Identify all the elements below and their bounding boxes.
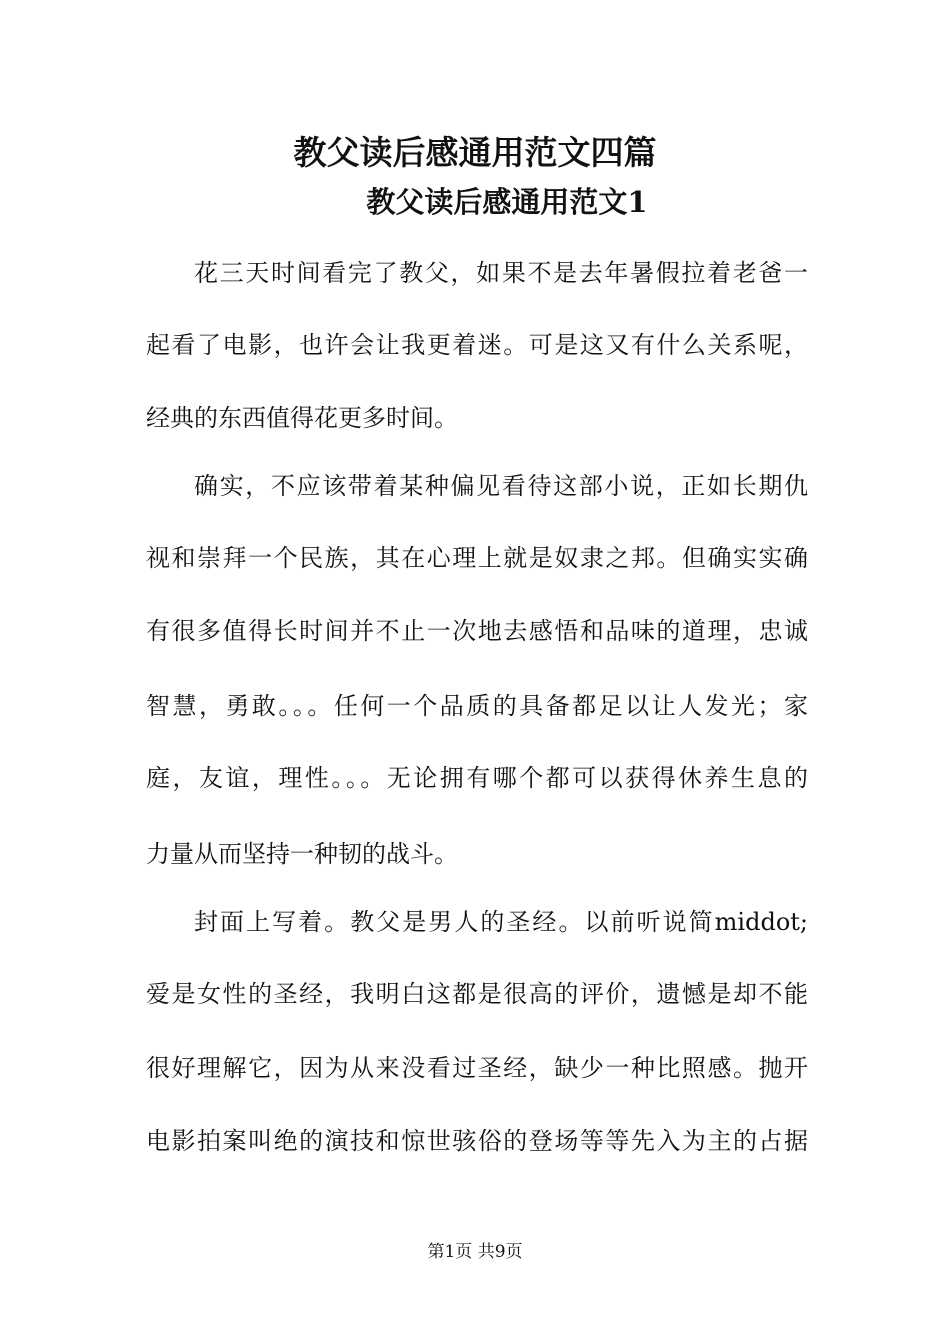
text-line: 封面上写着。教父是男人的圣经。以前听说简middot; (194, 908, 808, 936)
text-line: 庭，友谊，理性。。。无论拥有哪个都可以获得休养生息的 (146, 764, 808, 792)
section-title: 教父读后感通用范文1 (366, 185, 648, 219)
text-line: 确实，不应该带着某种偏见看待这部小说，正如长期仇 (194, 472, 808, 500)
document-title: 教父读后感通用范文四篇 (293, 133, 657, 172)
text-line: 花三天时间看完了教父，如果不是去年暑假拉着老爸一 (194, 259, 808, 287)
text-line: 电影拍案叫绝的演技和惊世骇俗的登场等等先入为主的占据 (146, 1127, 808, 1155)
page-number: 第1页 共9页 (427, 1242, 523, 1262)
text-line: 起看了电影，也许会让我更着迷。可是这又有什么关系呢， (146, 331, 808, 359)
text-line: 爱是女性的圣经，我明白这都是很高的评价，遗憾是却不能 (146, 980, 808, 1008)
text-line: 有很多值得长时间并不止一次地去感悟和品味的道理，忠诚 (146, 617, 808, 645)
text-line: 经典的东西值得花更多时间。 (146, 404, 458, 432)
text-line: 很好理解它，因为从来没看过圣经，缺少一种比照感。抛开 (146, 1054, 808, 1082)
text-line: 视和崇拜一个民族，其在心理上就是奴隶之邦。但确实实确 (146, 544, 808, 572)
text-line: 智慧，勇敢。。。任何一个品质的具备都足以让人发光；家 (146, 692, 808, 720)
text-line: 力量从而坚持一种韧的战斗。 (146, 840, 458, 868)
